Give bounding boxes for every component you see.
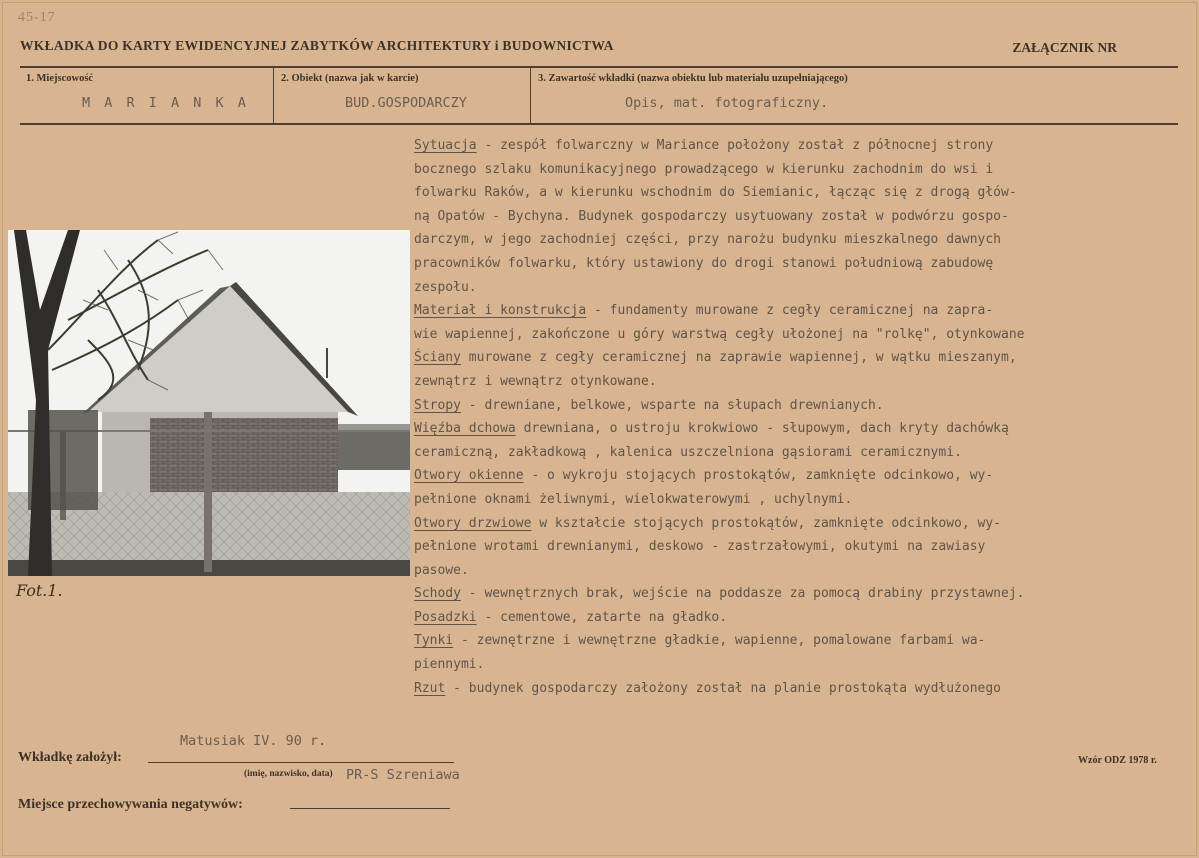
description-text-run: pełnione oknami żeliwnymi, wielokwaterowymi , uchylnymi. — [414, 491, 853, 507]
section-heading: Tynki — [414, 633, 454, 649]
institution-stamp: PR-S Szreniawa — [346, 767, 460, 783]
form-code: Wzór ODZ 1978 r. — [1078, 755, 1157, 766]
section-heading: Ściany — [414, 350, 461, 366]
description-text-run: - fundamenty murowane z cegły ceramicznej na zapra- — [586, 303, 994, 319]
description-text — [414, 134, 1196, 700]
section-heading: Stropy — [414, 397, 461, 413]
description-line — [414, 606, 1196, 630]
description-line — [414, 677, 1196, 701]
description-line — [414, 252, 1196, 276]
object-label: 2. Obiekt (nazwa jak w karcie) — [281, 73, 419, 84]
description-line — [414, 370, 1196, 394]
description-text-run: - zewnętrzne i wewnętrzne gładkie, wapienne, pomalowane farbami wa- — [453, 633, 986, 649]
description-text-run: folwarku Raków, a w kierunku wschodnim do Siemianic, łącząc się z drogą głów- — [414, 185, 1017, 201]
description-line — [414, 346, 1196, 370]
annex-label: ZAŁĄCZNIK NR — [1012, 40, 1117, 55]
object-value: BUD.GOSPODARCZY — [345, 95, 467, 111]
description-line — [414, 488, 1196, 512]
author-label: Wkładkę założył: — [18, 750, 122, 765]
description-text-run: bocznego szlaku komunikacyjnego prowadzącego w kierunku zachodnim do wsi i — [414, 161, 994, 177]
description-line — [414, 228, 1196, 252]
pencil-note: 45-17 — [18, 10, 56, 25]
description-line — [414, 559, 1196, 583]
author-value: Matusiak IV. 90 r. — [180, 733, 327, 749]
description-text-run: - o wykroju stojących prostokątów, zamknięte odcinkowo, wy- — [523, 468, 994, 484]
description-line — [414, 299, 1196, 323]
description-text-run: zespołu. — [414, 279, 477, 295]
column-divider — [530, 68, 531, 123]
locality-label: 1. Miejscowość — [26, 73, 94, 84]
building-photo — [8, 230, 410, 576]
section-heading: Posadzki — [414, 609, 477, 625]
description-text-run: drewniana, o ustroju krokwiowo - słupowym, dach kryty dachówką — [515, 421, 1009, 437]
description-text-run: - cementowe, zatarte na gładko. — [476, 609, 728, 625]
description-line — [414, 417, 1196, 441]
description-line — [414, 394, 1196, 418]
content-value: Opis, mat. fotograficzny. — [625, 95, 829, 111]
description-text-run: ną Opatów - Bychyna. Budynek gospodarczy usytuowany został w podwórzu gospo- — [414, 208, 1009, 224]
description-text-run: pasowe. — [414, 562, 469, 578]
section-heading: Otwory okienne — [414, 468, 524, 484]
header-rule-top — [20, 66, 1178, 68]
section-heading: Rzut — [414, 680, 446, 696]
description-text-run: - budynek gospodarczy założony został na planie prostokąta wydłużonego — [445, 680, 1002, 696]
description-text-run: pełnione wrotami drewnianymi, deskowo - zastrzałowymi, okutymi na zawiasy — [414, 539, 986, 555]
content-label: 3. Zawartość wkładki (nazwa obiektu lub materiału uzupełniającego) — [538, 73, 848, 84]
description-line — [414, 158, 1196, 182]
description-text-run: - drewniane, belkowe, wsparte na słupach drewnianych. — [460, 397, 884, 413]
description-line — [414, 276, 1196, 300]
description-line — [414, 535, 1196, 559]
locality-value: M A R I A N K A — [82, 95, 249, 111]
description-line — [414, 512, 1196, 536]
description-text-run: ceramiczną, zakładkową , kalenica uszczelniona gąsiorami ceramicznymi. — [414, 444, 962, 460]
description-line — [414, 653, 1196, 677]
negatives-label: Miejsce przechowywania negatywów: — [18, 797, 243, 812]
description-text-run: murowane z cegły ceramicznej na zaprawie wapiennej, w wątku mieszanym, — [460, 350, 1017, 366]
description-text-run: - zespół folwarczny w Mariance położony został z północnej strony — [476, 138, 994, 153]
negatives-line — [290, 808, 450, 809]
section-heading: Więźba dchowa — [414, 421, 516, 437]
header-rule-bottom — [20, 123, 1178, 125]
description-line — [414, 441, 1196, 465]
column-divider — [273, 68, 274, 123]
description-text-run: zewnątrz i wewnątrz otynkowane. — [414, 373, 657, 389]
section-heading: Sytuacja — [414, 138, 477, 153]
section-heading: Materiał i konstrukcja — [414, 303, 587, 319]
section-heading: Schody — [414, 586, 461, 602]
description-line — [414, 134, 1196, 158]
form-title: WKŁADKA DO KARTY EWIDENCYJNEJ ZABYTKÓW ARCHITEKTURY i BUDOWNICTWA — [20, 38, 614, 53]
description-line — [414, 205, 1196, 229]
description-line — [414, 181, 1196, 205]
section-heading: Otwory drzwiowe — [414, 515, 532, 531]
description-line — [414, 629, 1196, 653]
photo-caption: Fot.1. — [16, 581, 63, 600]
description-text-run: wie wapiennej, zakończone u góry warstwą cegły ułożonej na "rolkę", otynkowane — [414, 326, 1025, 342]
description-text-run: piennymi. — [414, 657, 485, 673]
description-text-run: pracowników folwarku, który ustawiony do drogi stanowi południową zabudowę — [414, 255, 994, 271]
author-line — [148, 762, 454, 763]
description-line — [414, 582, 1196, 606]
description-line — [414, 464, 1196, 488]
description-text-run: w kształcie stojących prostokątów, zamknięte odcinkowo, wy- — [531, 515, 1002, 531]
description-line — [414, 323, 1196, 347]
author-hint: (imię, nazwisko, data) — [244, 769, 333, 779]
description-text-run: darczym, w jego zachodniej części, przy narożu budynku mieszkalnego dawnych — [414, 232, 1001, 248]
description-text-run: - wewnętrznych brak, wejście na poddasze za pomocą drabiny przystawnej. — [460, 586, 1025, 602]
